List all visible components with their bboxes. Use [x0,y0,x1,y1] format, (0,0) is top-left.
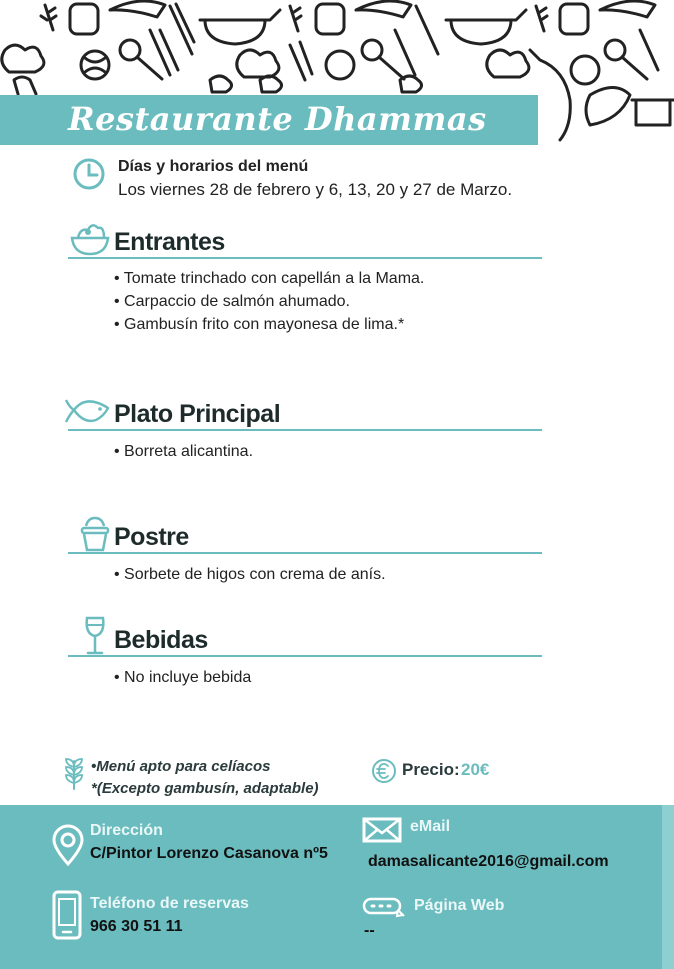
location-pin-icon [52,824,84,871]
clock-icon [72,157,106,196]
web-label: Página Web [414,897,505,914]
fish-icon [62,392,112,433]
section-divider [68,429,542,431]
phone-value[interactable]: 966 30 51 11 [90,918,183,935]
restaurant-title: Restaurante Dhammas [68,100,487,138]
section-title-postre: Postre [114,523,189,551]
section-divider [68,552,542,554]
menu-item: • Tomate trinchado con capellán a la Mama. [114,270,425,287]
wheat-icon [62,757,86,796]
email-value[interactable]: damasalicante2016@gmail.com [368,853,609,870]
euro-icon [371,758,397,789]
celiac-exception-note: *(Excepto gambusín, adaptable) [91,780,319,797]
section-divider [68,655,542,657]
address-label: Dirección [90,822,163,839]
menu-item: • Carpaccio de salmón ahumado. [114,293,350,310]
section-divider [68,257,542,259]
web-value: -- [364,922,375,939]
menu-item: • Borreta alicantina. [114,443,254,460]
envelope-icon [362,817,402,848]
salad-bowl-icon [70,222,110,261]
schedule-title: Días y horarios del menú [118,158,309,175]
dessert-cup-icon [80,516,110,557]
phone-icon [52,890,82,945]
menu-item: • No incluye bebida [114,669,252,686]
section-title-bebidas: Bebidas [114,626,208,654]
address-value: C/Pintor Lorenzo Casanova nº5 [90,845,328,862]
web-browser-icon [362,896,408,925]
celiac-note: •Menú apto para celíacos [91,758,271,775]
section-title-principal: Plato Principal [114,400,281,428]
price-value: 20€ [461,760,490,779]
section-title-entrantes: Entrantes [114,228,225,256]
schedule-text: Los viernes 28 de febrero y 6, 13, 20 y 27 de Marzo. [118,180,513,199]
email-label: eMail [410,818,451,835]
price-label: Precio: [402,760,460,779]
footer-edge [662,805,674,969]
menu-item: • Sorbete de higos con crema de anís. [114,566,386,583]
menu-item: • Gambusín frito con mayonesa de lima.* [114,316,405,333]
phone-label: Teléfono de reservas [90,895,249,912]
